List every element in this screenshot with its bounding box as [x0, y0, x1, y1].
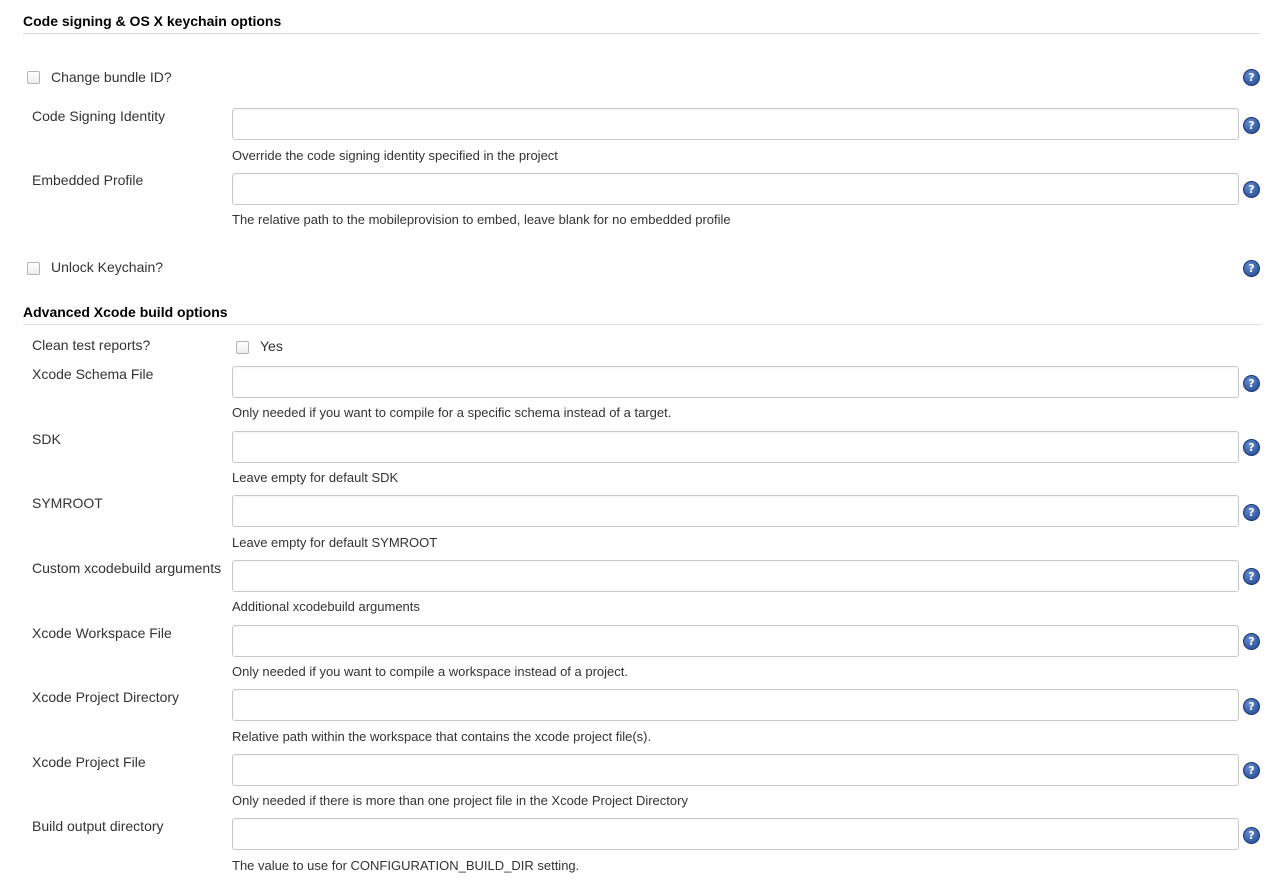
- build-output-dir-input[interactable]: [232, 818, 1239, 850]
- custom-args-input[interactable]: [232, 560, 1239, 592]
- help-icon[interactable]: ?: [1243, 762, 1260, 779]
- symroot-description: Leave empty for default SYMROOT: [232, 535, 438, 550]
- help-icon[interactable]: ?: [1243, 69, 1260, 86]
- sdk-input[interactable]: [232, 431, 1239, 463]
- help-icon[interactable]: ?: [1243, 181, 1260, 198]
- help-icon[interactable]: ?: [1243, 568, 1260, 585]
- project-file-label: Xcode Project File: [32, 754, 146, 770]
- clean-test-reports-checkbox[interactable]: [236, 341, 249, 354]
- project-directory-label: Xcode Project Directory: [32, 689, 180, 705]
- help-icon[interactable]: ?: [1243, 439, 1260, 456]
- clean-test-reports-yes-label: Yes: [260, 338, 283, 354]
- help-icon[interactable]: ?: [1243, 117, 1260, 134]
- build-output-dir-description: The value to use for CONFIGURATION_BUILD_DIR setting.: [232, 858, 580, 873]
- workspace-file-input[interactable]: [232, 625, 1239, 657]
- help-icon[interactable]: ?: [1243, 698, 1260, 715]
- section-header-code-signing: Code signing & OS X keychain options: [23, 13, 1261, 34]
- code-signing-identity-description: Override the code signing identity specified in the project: [232, 148, 558, 163]
- project-file-input[interactable]: [232, 754, 1239, 786]
- embedded-profile-label: Embedded Profile: [32, 172, 144, 188]
- embedded-profile-input[interactable]: [232, 173, 1239, 205]
- help-icon[interactable]: ?: [1243, 827, 1260, 844]
- workspace-file-description: Only needed if you want to compile a workspace instead of a project.: [232, 664, 628, 679]
- code-signing-identity-label: Code Signing Identity: [32, 108, 166, 124]
- symroot-label: SYMROOT: [32, 495, 103, 511]
- section-header-advanced: Advanced Xcode build options: [23, 304, 1261, 325]
- project-directory-input[interactable]: [232, 689, 1239, 721]
- custom-args-label: Custom xcodebuild arguments: [32, 560, 222, 576]
- sdk-description: Leave empty for default SDK: [232, 470, 399, 485]
- sdk-label: SDK: [32, 431, 61, 447]
- custom-args-description: Additional xcodebuild arguments: [232, 599, 420, 614]
- embedded-profile-description: The relative path to the mobileprovision to embed, leave blank for no embedded profile: [232, 212, 731, 227]
- project-directory-description: Relative path within the workspace that contains the xcode project file(s).: [232, 729, 652, 744]
- help-icon[interactable]: ?: [1243, 375, 1260, 392]
- xcode-schema-file-label: Xcode Schema File: [32, 366, 154, 382]
- xcode-schema-file-input[interactable]: [232, 366, 1239, 398]
- unlock-keychain-label: Unlock Keychain?: [51, 259, 164, 275]
- build-output-dir-label: Build output directory: [32, 818, 164, 834]
- project-file-description: Only needed if there is more than one project file in the Xcode Project Directory: [232, 793, 688, 808]
- symroot-input[interactable]: [232, 495, 1239, 527]
- change-bundle-id-checkbox[interactable]: [27, 71, 40, 84]
- xcode-schema-file-description: Only needed if you want to compile for a specific schema instead of a target.: [232, 405, 672, 420]
- code-signing-identity-input[interactable]: [232, 108, 1239, 140]
- help-icon[interactable]: ?: [1243, 260, 1260, 277]
- help-icon[interactable]: ?: [1243, 504, 1260, 521]
- unlock-keychain-checkbox[interactable]: [27, 262, 40, 275]
- change-bundle-id-label: Change bundle ID?: [51, 69, 172, 85]
- workspace-file-label: Xcode Workspace File: [32, 625, 172, 641]
- clean-test-reports-label: Clean test reports?: [32, 337, 151, 353]
- help-icon[interactable]: ?: [1243, 633, 1260, 650]
